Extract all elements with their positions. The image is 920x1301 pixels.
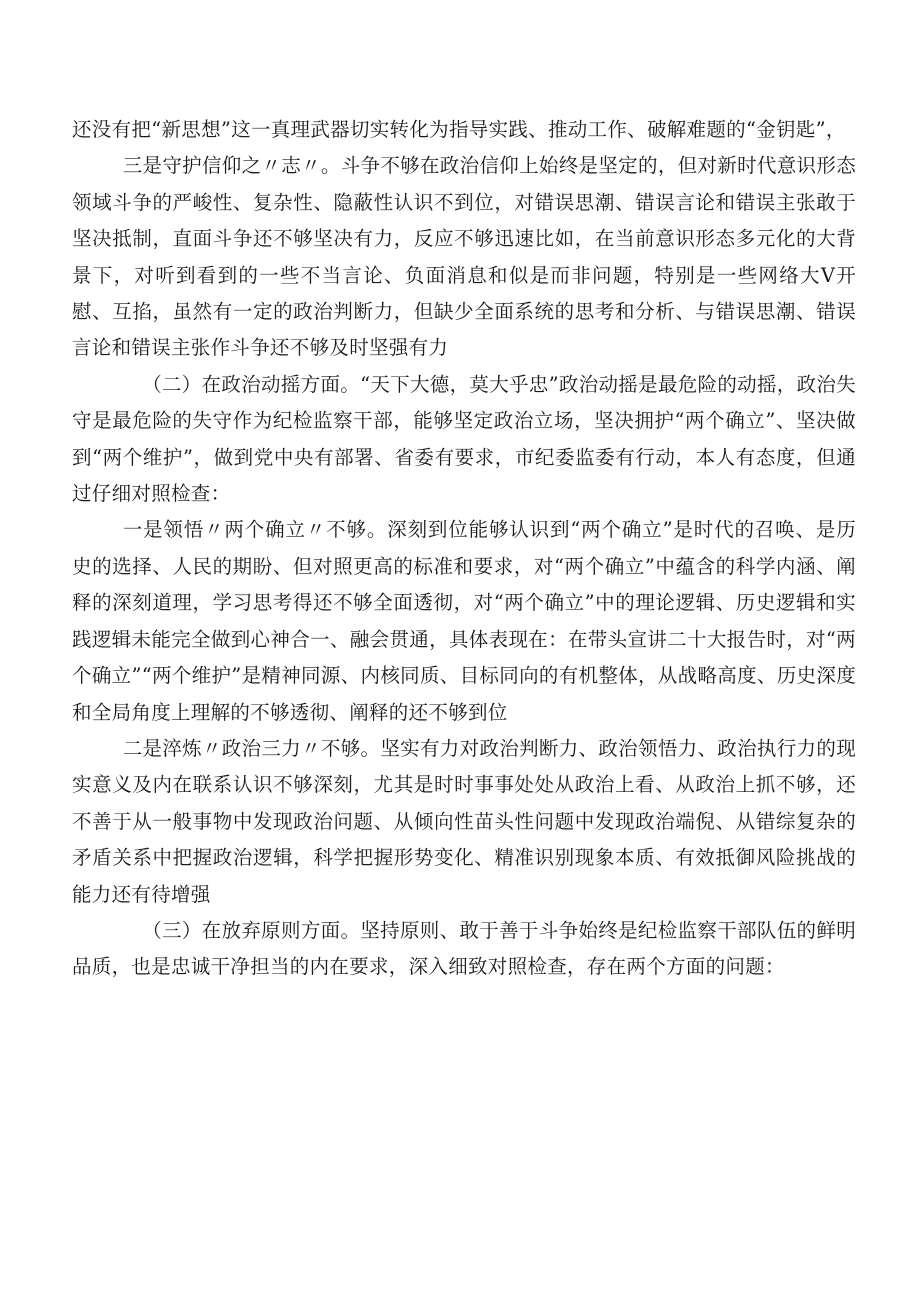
document-body <box>72 112 856 986</box>
paragraph-abandon-principle: （三）在放弃原则方面。坚持原则、敢于善于斗争始终是纪检监察干部队伍的鲜明品质，也是忠诚干净担当的内在要求，深入细致对照检查，存在两个方面的问题： <box>72 918 856 979</box>
paragraph-political-wavering: （二）在政治动摇方面。“天下大德，莫大乎忠”政治动摇是最危险的动摇，政治失守是最危险的失守作为纪检监察干部，能够坚定政治立场，坚决拥护“两个确立”、坚决做到“两个维护”，做到党中央有部署、省委有要求，市纪委监委有行动，本人有态度，但通过仔细对照检查： <box>72 372 856 506</box>
paragraph-political-capacity: 二是淬炼〃政治三力〃不够。坚实有力对政治判断力、政治领悟力、政治执行力的现实意义及内在联系认识不够深刻，尤其是时时事事处处从政治上看、从政治上抓不够，还不善于从一般事物中发现政治问题、从倾向性苗头性问题中发现政治端倪、从错综复杂的矛盾关系中把握政治逻辑，科学把握形势变化、精准识别现象本质、有效抵御风险挑战的能力还有待增强 <box>72 736 856 906</box>
paragraph-continuation: 还没有把“新思想”这一真理武器切实转化为指导实践、推动工作、破解难题的“金钥匙”， <box>72 118 846 141</box>
paragraph-guard-belief: 三是守护信仰之〃志〃。斗争不够在政治信仰上始终是坚定的，但对新时代意识形态领域斗争的严峻性、复杂性、隐蔽性认识不到位，对错误思潮、错误言论和错误主张敢于坚决抵制，直面斗争还不够坚决有力，反应不够迅速比如，在当前意识形态多元化的大背景下，对听到看到的一些不当言论、负面消息和似是而非问题，特别是一些网络大V开慰、互掐，虽然有一定的政治判断力，但缺少全面系统的思考和分析、与错误思潮、错误言论和错误主张作斗争还不够及时坚强有力 <box>72 154 856 360</box>
paragraph-two-establishments: 一是领悟〃两个确立〃不够。深刻到位能够认识到“两个确立”是时代的召唤、是历史的选择、人民的期盼、但对照更高的标准和要求，对“两个确立”中蕴含的科学内涵、阐释的深刻道理，学习思考得还不够全面透彻，对“两个确立”中的理论逻辑、历史逻辑和实践逻辑未能完全做到心神合一、融会贯通，具体表现在：在带头宣讲二十大报告时，对“两个确立”“两个维护”是精神同源、内核同质、目标同向的有机整体，从战略高度、历史深度和全局角度上理解的不够透彻、阐释的还不够到位 <box>72 518 856 724</box>
